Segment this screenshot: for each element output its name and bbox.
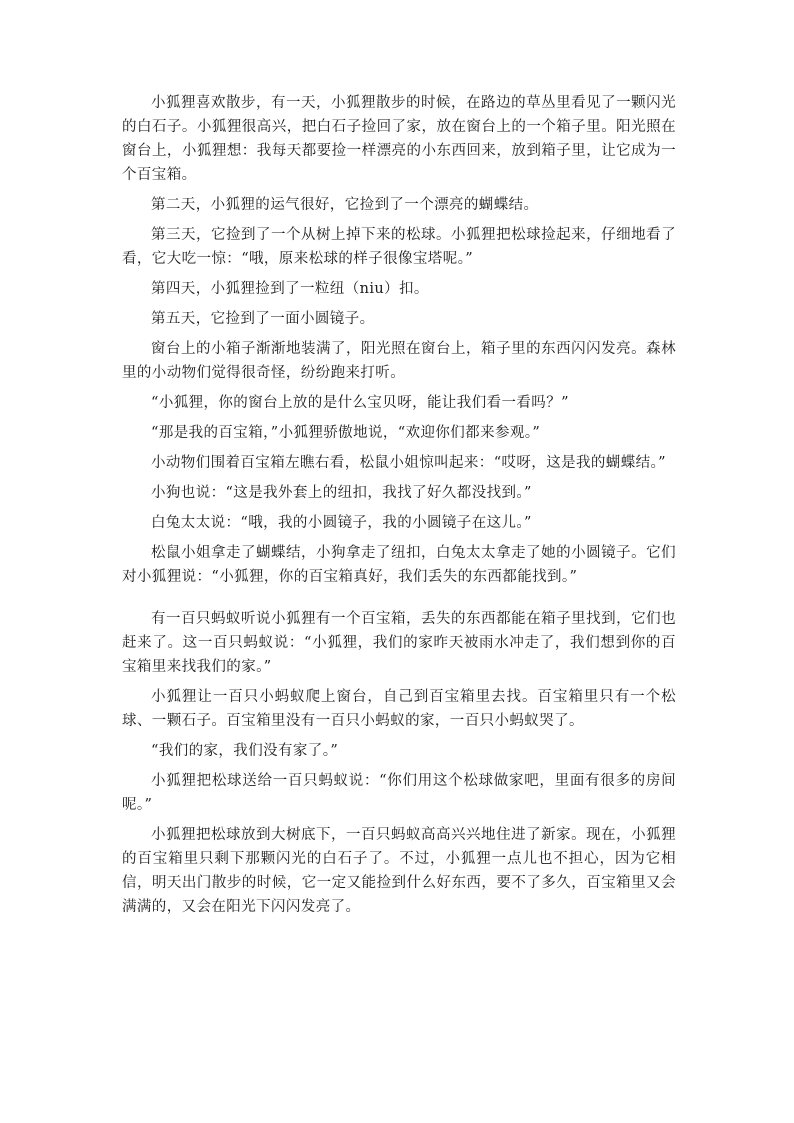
- paragraph-3: 第三天，它捡到了一个从树上掉下来的松球。小狐狸把松球捡起来，仔细地看了看，它大吃一惊：“哦，原来松球的样子很像宝塔呢。”: [122, 227, 676, 267]
- story-body: [122, 91, 676, 925]
- paragraph-5: 第五天，它捡到了一面小圆镜子。: [151, 311, 375, 327]
- paragraph-1: 小狐狸喜欢散步，有一天，小狐狸散步的时候，在路边的草丛里看见了一颗闪光的白石子。小狐狸很高兴，把白石子捡回了家，放在窗台上的一个箱子里。阳光照在窗台上，小狐狸想：我每天都要捡一样漂亮的小东西回来，放到箱子里，让它成为一个百宝箱。: [122, 95, 676, 183]
- paragraph-10: 小狗也说：“这是我外套上的纽扣，我找了好久都没找到。”: [151, 485, 532, 501]
- paragraph-13: 有一百只蚂蚁听说小狐狸有一个百宝箱，丢失的东西都能在箱子里找到，它们也赶来了。这一百只蚂蚁说：“小狐狸，我们的家昨天被雨水冲走了，我们想到你的百宝箱里来找我们的家。”: [122, 611, 676, 675]
- paragraph-9: 小动物们围着百宝箱左瞧右看，松鼠小姐惊叫起来：“哎呀，这是我的蝴蝶结。”: [151, 455, 666, 471]
- paragraph-16: 小狐狸把松球送给一百只蚂蚁说：“你们用这个松球做家吧，里面有很多的房间呢。”: [122, 773, 676, 813]
- paragraph-17: 小狐狸把松球放到大树底下，一百只蚂蚁高高兴兴地住进了新家。现在，小狐狸的百宝箱里只剩下那颗闪光的白石子了。不过，小狐狸一点儿也不担心，因为它相信，明天出门散步的时候，它一定又能捡到什么好东西，要不了多久，百宝箱里又会满满的，又会在阳光下闪闪发亮了。: [122, 827, 676, 915]
- paragraph-8: “那是我的百宝箱，”小狐狸骄傲地说，“欢迎你们都来参观。”: [151, 425, 541, 441]
- paragraph-6: 窗台上的小箱子渐渐地装满了，阳光照在窗台上，箱子里的东西闪闪发亮。森林里的小动物们觉得很奇怪，纷纷跑来打听。: [122, 341, 676, 381]
- paragraph-14: 小狐狸让一百只小蚂蚁爬上窗台，自己到百宝箱里去找。百宝箱里只有一个松球、一颗石子。百宝箱里没有一百只小蚂蚁的家，一百只小蚂蚁哭了。: [122, 689, 676, 729]
- paragraph-15: “我们的家，我们没有家了。”: [151, 743, 339, 759]
- paragraph-7: “小狐狸，你的窗台上放的是什么宝贝呀，能让我们看一看吗？”: [151, 395, 569, 411]
- paragraph-12: 松鼠小姐拿走了蝴蝶结，小狗拿走了纽扣，白兔太太拿走了她的小圆镜子。它们对小狐狸说：“小狐狸，你的百宝箱真好，我们丢失的东西都能找到。”: [122, 545, 676, 585]
- paragraph-4: 第四天，小狐狸捡到了一粒纽（niu）扣。: [151, 281, 429, 297]
- paragraph-2: 第二天，小狐狸的运气很好，它捡到了一个漂亮的蝴蝶结。: [151, 197, 539, 213]
- paragraph-11: 白兔太太说：“哦，我的小圆镜子，我的小圆镜子在这儿。”: [151, 515, 532, 531]
